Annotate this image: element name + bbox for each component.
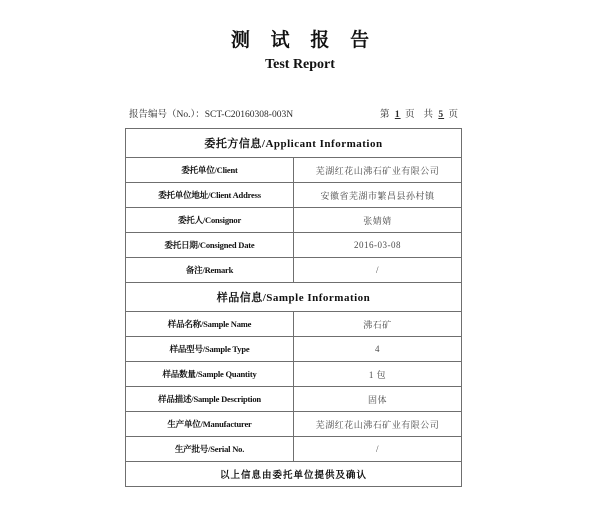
test-report-document <box>0 25 600 513</box>
serial-no-label: 生产批号/Serial No. <box>126 437 294 462</box>
footer-note: 以上信息由委托单位提供及确认 <box>126 462 462 487</box>
table-row <box>126 337 462 362</box>
sample-name-label: 样品名称/Sample Name <box>126 312 294 337</box>
applicant-section-header: 委托方信息/Applicant Information <box>126 129 462 158</box>
table-row <box>126 437 462 462</box>
sample-quantity-label: 样品数量/Sample Quantity <box>126 362 294 387</box>
table-row <box>126 387 462 412</box>
current-page-number: 1 <box>394 110 401 120</box>
sample-description-label: 样品描述/Sample Description <box>126 387 294 412</box>
total-prefix: 共 <box>423 110 434 120</box>
sample-type-value: 4 <box>294 337 462 362</box>
client-address-label: 委托单位地址/Client Address <box>126 183 294 208</box>
report-number: 报告编号（No.）：SCT-C20160308-003N <box>129 110 294 120</box>
sample-type-label: 样品型号/Sample Type <box>126 337 294 362</box>
sample-name-value: 沸石矿 <box>294 312 462 337</box>
document-title-cn: 测 试 报 告 <box>230 30 378 51</box>
footer-note-row <box>126 462 462 487</box>
table-row <box>126 183 462 208</box>
applicant-section-header-row <box>126 129 462 158</box>
consignor-value: 张婧婧 <box>294 208 462 233</box>
table-row <box>126 158 462 183</box>
report-info-table <box>125 128 462 487</box>
consignor-label: 委托人/Consignor <box>126 208 294 233</box>
client-address-value: 安徽省芜湖市繁昌县孙村镇 <box>294 183 462 208</box>
sample-quantity-value: 1 包 <box>294 362 462 387</box>
table-row <box>126 258 462 283</box>
table-row <box>126 312 462 337</box>
table-row <box>126 208 462 233</box>
sample-section-header: 样品信息/Sample Information <box>126 283 462 312</box>
manufacturer-value: 芜湖红花山沸石矿业有限公司 <box>294 412 462 437</box>
serial-no-value: / <box>294 437 462 462</box>
sample-description-value: 固体 <box>294 387 462 412</box>
page-word: 页 <box>404 110 416 120</box>
page-prefix: 第 <box>379 110 391 120</box>
table-row <box>126 233 462 258</box>
client-value: 芜湖红花山沸石矿业有限公司 <box>294 158 462 183</box>
document-title-en: Test Report <box>265 57 335 72</box>
report-meta-row <box>129 106 459 120</box>
consigned-date-value: 2016-03-08 <box>294 233 462 258</box>
consigned-date-label: 委托日期/Consigned Date <box>126 233 294 258</box>
table-row <box>126 362 462 387</box>
total-suffix: 页 <box>448 110 459 120</box>
total-page-number: 5 <box>438 110 445 120</box>
remark-value: / <box>294 258 462 283</box>
remark-label: 备注/Remark <box>126 258 294 283</box>
sample-section-header-row <box>126 283 462 312</box>
manufacturer-label: 生产单位/Manufacturer <box>126 412 294 437</box>
page-indicator <box>380 106 459 120</box>
table-row <box>126 412 462 437</box>
client-label: 委托单位/Client <box>126 158 294 183</box>
